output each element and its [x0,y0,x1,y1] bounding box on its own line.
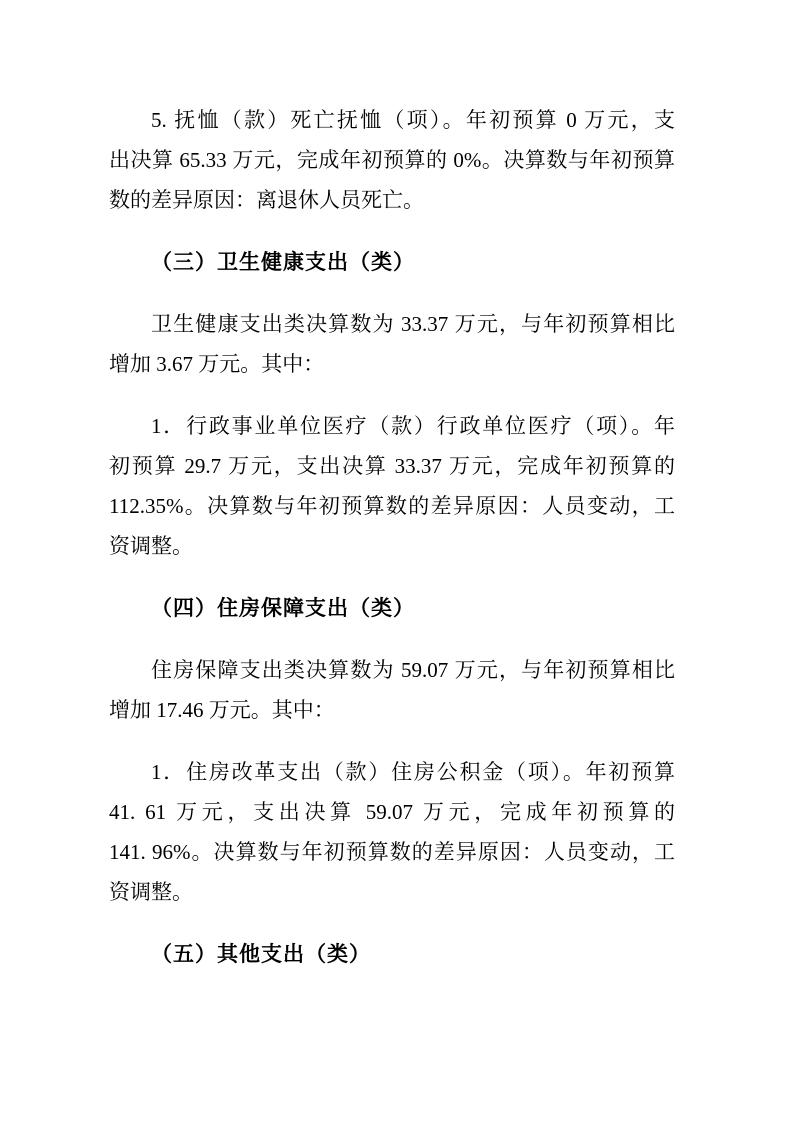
text-line: 112.35%。决算数与年初预算数的差异原因：人员变动，工 [109,494,675,518]
text-line: 资调整。 [109,880,193,904]
paragraph-admin-medical [109,406,675,566]
text-line: 住房保障支出类决算数为 59.07 万元，与年初预算相比 [151,658,675,682]
page-content [109,100,675,974]
paragraph-pension-expense [109,100,675,220]
text-line: 增加 3.67 万元。其中： [109,352,325,376]
text-line: 1．住房改革支出（款）住房公积金（项）。年初预算 [151,760,675,784]
text-line: 1．行政事业单位医疗（款）行政单位医疗（项）。年 [151,414,675,438]
text-line: 卫生健康支出类决算数为 33.37 万元，与年初预算相比 [151,312,675,336]
text-line: 41. 61 万元，支出决算 59.07 万元，完成年初预算的 [109,800,675,824]
text-line: 资调整。 [109,534,193,558]
section-heading-health-expense: （三）卫生健康支出（类） [151,250,415,274]
paragraph-housing-summary [109,650,675,730]
paragraph-housing-fund [109,752,675,912]
text-line: 数的差异原因：离退休人员死亡。 [109,188,424,212]
text-line: 增加 17.46 万元。其中： [109,698,335,722]
text-line: 出决算 65.33 万元，完成年初预算的 0%。决算数与年初预算 [109,148,675,172]
text-line: 初预算 29.7 万元，支出决算 33.37 万元，完成年初预算的 [109,454,675,478]
text-line: 141. 96%。决算数与年初预算数的差异原因：人员变动，工 [109,840,675,864]
paragraph-health-summary [109,304,675,384]
text-line: 5. 抚恤（款）死亡抚恤（项）。年初预算 0 万元，支 [151,108,675,132]
section-heading-other-expense: （五）其他支出（类） [151,942,371,966]
section-heading-housing-expense: （四）住房保障支出（类） [151,596,415,620]
